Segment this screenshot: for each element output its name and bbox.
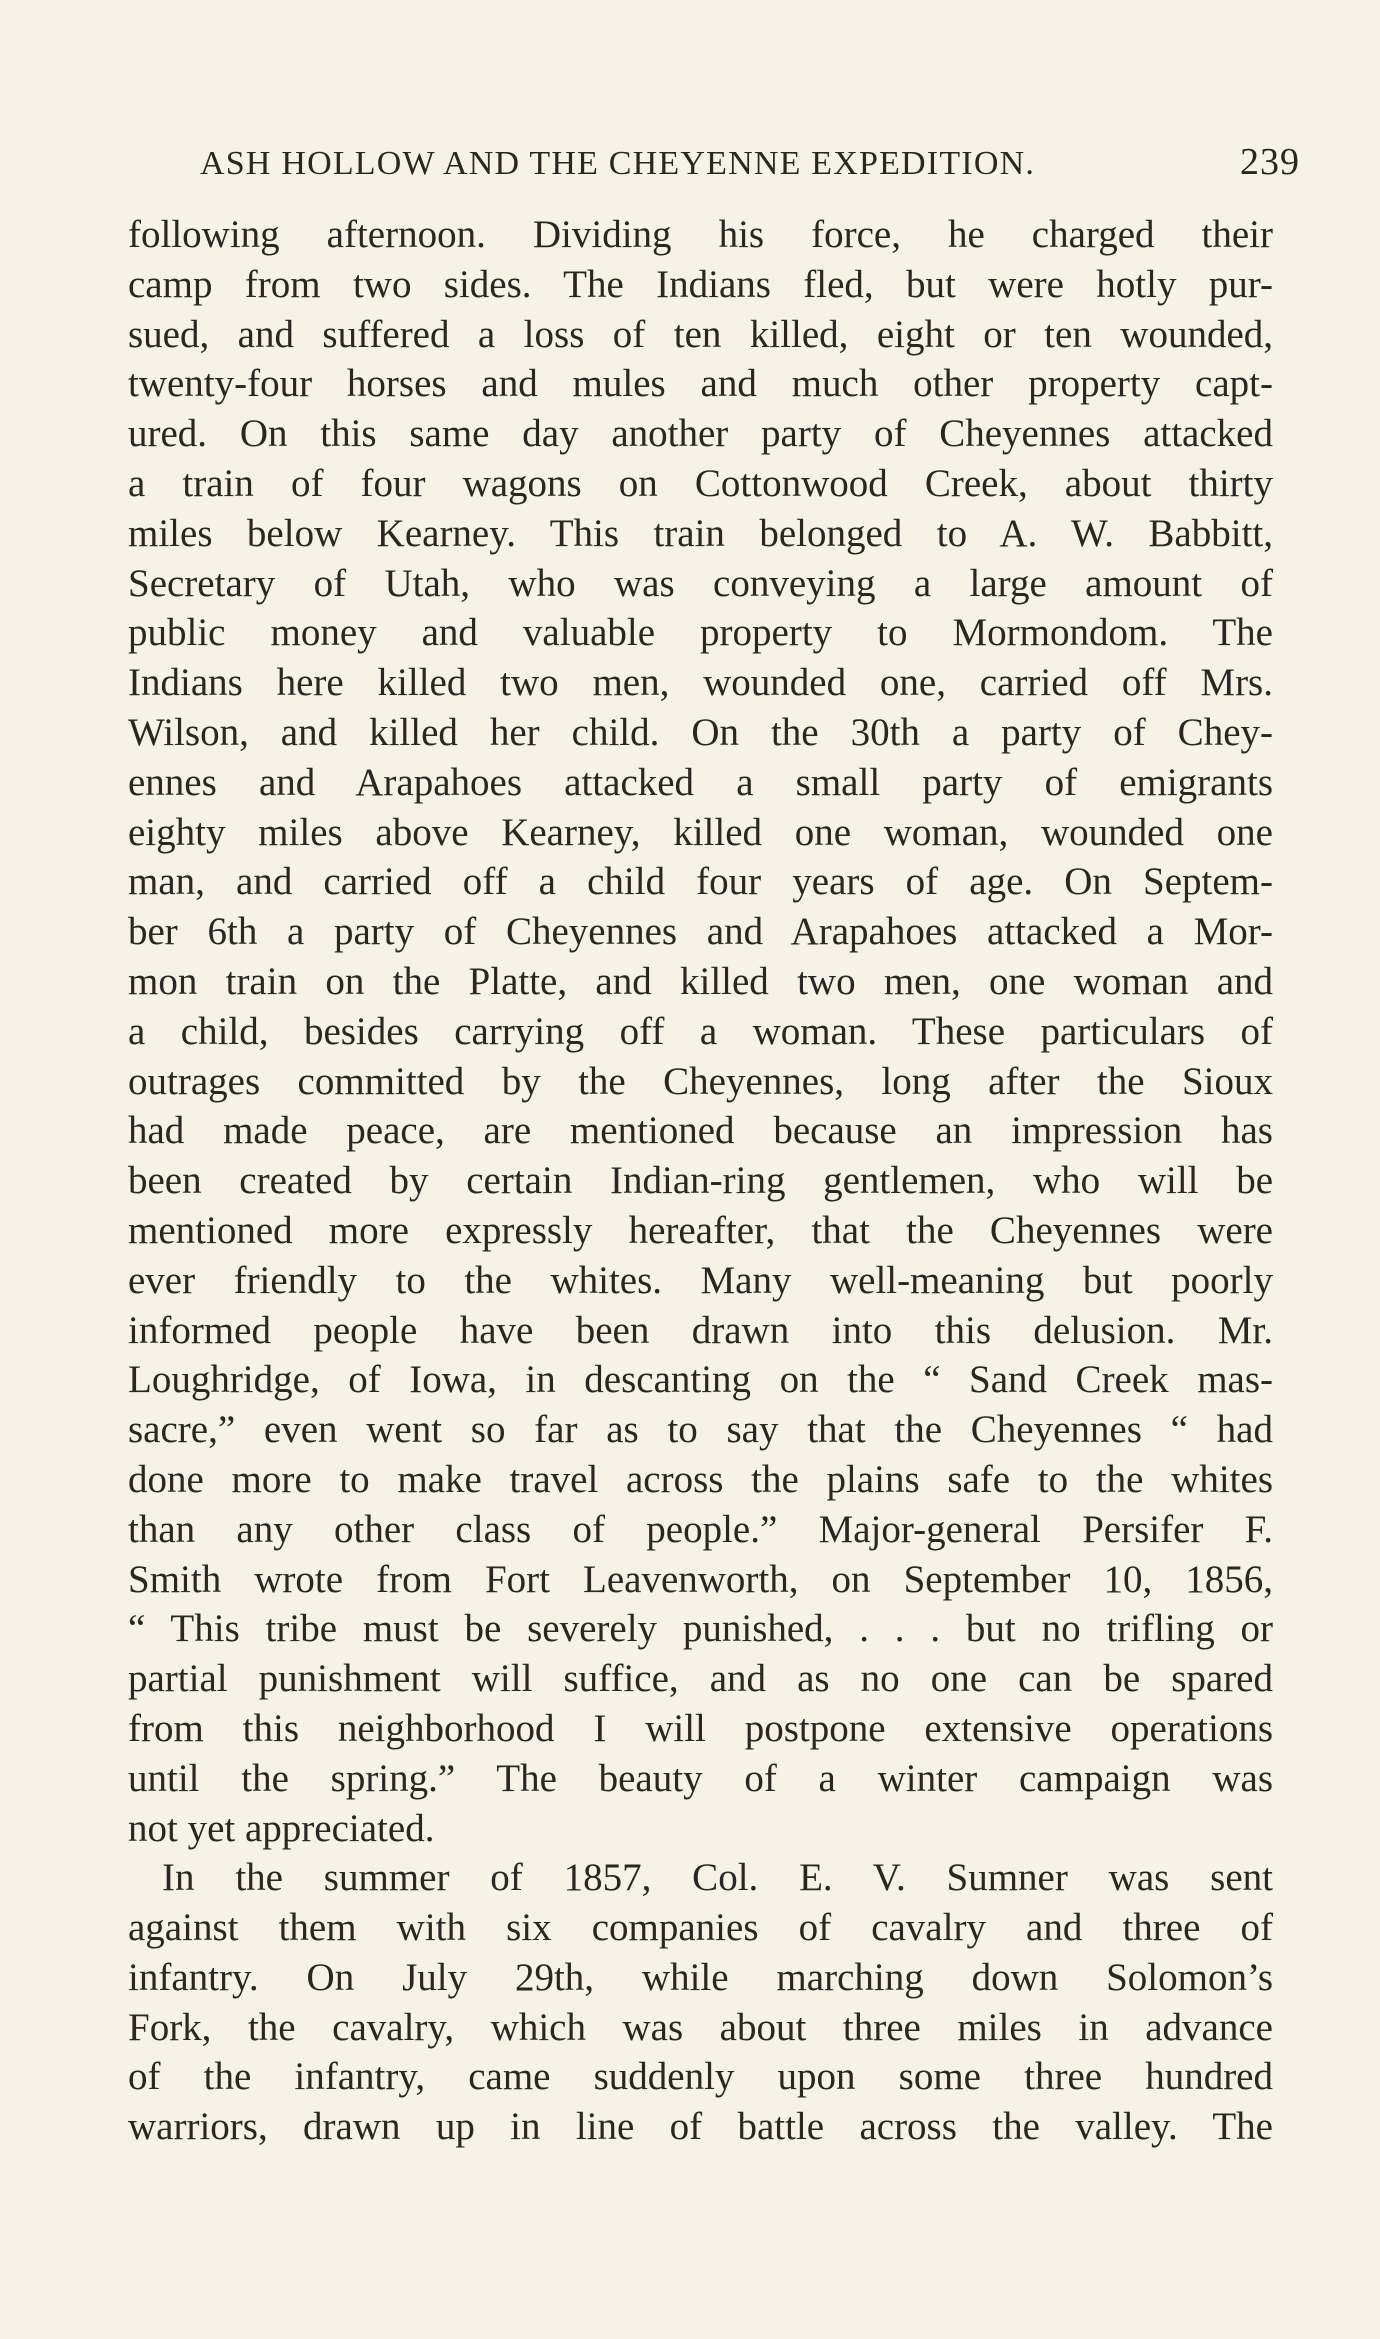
text-line: following afternoon. Dividing his force, he charged their — [128, 213, 1273, 256]
text-line: sacre,” even went so far as to say that the Cheyennes “ had — [128, 1408, 1273, 1452]
text-line: been created by certain Indian-ring gentlemen, who will be — [128, 1159, 1273, 1203]
text-line: ennes and Arapahoes attacked a small party of emigrants — [128, 760, 1273, 804]
text-line: informed people have been drawn into this delusion. Mr. — [128, 1308, 1273, 1352]
text-line: until the spring.” The beauty of a winter campaign was — [128, 1756, 1273, 1800]
text-line: Smith wrote from Fort Leavenworth, on September 10, 1856, — [128, 1557, 1273, 1601]
text-line: against them with six companies of cavalry and three of — [128, 1906, 1273, 1950]
text-line: sued, and suffered a loss of ten killed, eight or ten wounded, — [128, 312, 1273, 356]
text-line: man, and carried off a child four years of age. On Septem- — [128, 860, 1273, 904]
text-line: warriors, drawn up in line of battle across the valley. The — [128, 2105, 1273, 2149]
text-line: ever friendly to the whites. Many well-meaning but poorly — [128, 1258, 1273, 1302]
running-head-title: ASH HOLLOW AND THE CHEYENNE EXPEDITION. — [200, 145, 1036, 182]
text-line: a train of four wagons on Cottonwood Creek, about thirty — [128, 461, 1273, 505]
text-line: eighty miles above Kearney, killed one woman, wounded one — [128, 810, 1273, 854]
text-line: outrages committed by the Cheyennes, long after the Sioux — [128, 1059, 1273, 1103]
running-head — [200, 140, 1300, 190]
text-line: not yet appreciated. — [128, 1806, 435, 1850]
text-line: miles below Kearney. This train belonged to A. W. Babbitt, — [128, 511, 1273, 555]
text-line: public money and valuable property to Mormondom. The — [128, 611, 1273, 655]
text-line: Loughridge, of Iowa, in descanting on the “ Sand Creek mas- — [128, 1358, 1273, 1402]
text-line: ber 6th a party of Cheyennes and Arapahoes attacked a Mor- — [128, 910, 1273, 954]
text-line: Fork, the cavalry, which was about three miles in advance — [128, 2005, 1273, 2049]
text-line: twenty-four horses and mules and much other property capt- — [128, 362, 1273, 406]
text-line: than any other class of people.” Major-general Persifer F. — [128, 1507, 1273, 1551]
text-line: mentioned more expressly hereafter, that the Cheyennes were — [128, 1208, 1273, 1252]
text-line: from this neighborhood I will postpone extensive operations — [128, 1706, 1273, 1750]
text-line: Wilson, and killed her child. On the 30th a party of Chey- — [128, 710, 1273, 754]
text-line: mon train on the Platte, and killed two men, one woman and — [128, 959, 1273, 1003]
text-line: Indians here killed two men, wounded one, carried off Mrs. — [128, 661, 1273, 705]
text-line: Secretary of Utah, who was conveying a large amount of — [128, 561, 1273, 605]
text-line: partial punishment will suffice, and as no one can be spared — [128, 1657, 1273, 1701]
text-line: of the infantry, came suddenly upon some three hundred — [128, 2055, 1273, 2099]
text-line: “ This tribe must be severely punished, . . . but no trifling or — [128, 1607, 1273, 1651]
text-line: done more to make travel across the plains safe to the whites — [128, 1457, 1273, 1501]
text-line: camp from two sides. The Indians fled, but were hotly pur- — [128, 262, 1273, 306]
text-line: a child, besides carrying off a woman. These particulars of — [128, 1009, 1273, 1053]
text-line: ured. On this same day another party of Cheyennes attacked — [128, 412, 1273, 456]
page-number: 239 — [1240, 141, 1300, 183]
text-line: had made peace, are mentioned because an impression has — [128, 1109, 1273, 1153]
body-text — [128, 210, 1273, 2152]
paragraph-start-line: In the summer of 1857, Col. E. V. Sumner was sent — [162, 1856, 1273, 1900]
text-line: infantry. On July 29th, while marching down Solomon’s — [128, 1955, 1273, 1999]
